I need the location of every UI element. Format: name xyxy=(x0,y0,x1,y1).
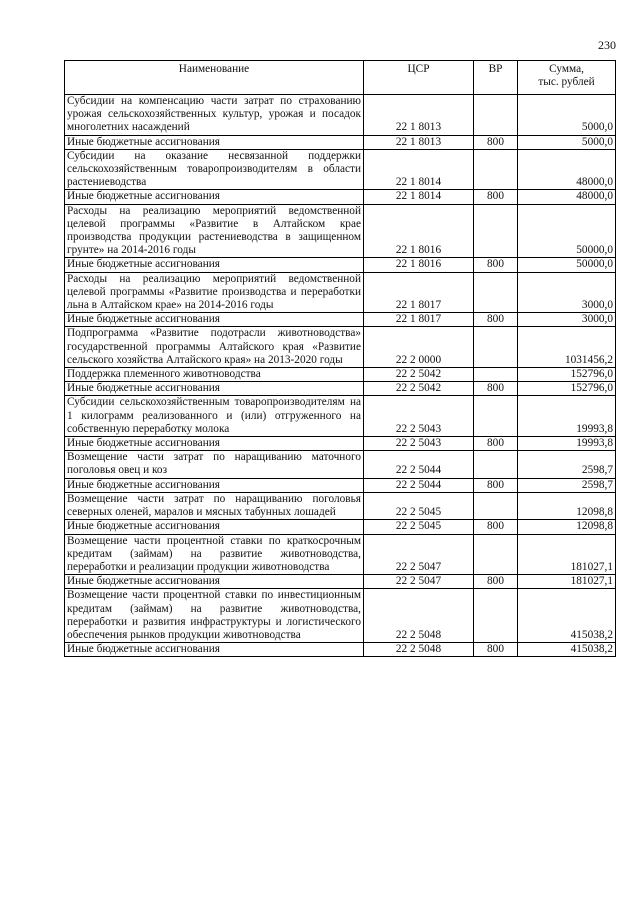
row-name: Возмещение части затрат по наращиванию поголовья северных оленей, маралов и мясных табунных лошадей xyxy=(65,492,364,519)
row-csr: 22 2 5044 xyxy=(364,451,474,478)
table-row xyxy=(65,520,616,534)
table-body xyxy=(65,95,616,657)
row-vr xyxy=(474,368,518,382)
table-row xyxy=(65,95,616,136)
row-name: Возмещение части процентной ставки по инвестиционным кредитам (займам) на развитие животноводства, переработки и развития инфраструктуры и логистического обеспечения рынков продукции животноводства xyxy=(65,589,364,643)
row-name: Подпрограмма «Развитие подотрасли животноводства» государственной программы Алтайского края «Развитие сельского хозяйства Алтайского края» на 2013-2020 годы xyxy=(65,327,364,368)
header-sum xyxy=(518,61,616,95)
row-sum: 50000,0 xyxy=(518,258,616,272)
row-csr: 22 2 5042 xyxy=(364,382,474,396)
row-vr: 800 xyxy=(474,258,518,272)
row-vr: 800 xyxy=(474,437,518,451)
table-row xyxy=(65,313,616,327)
header-name: Наименование xyxy=(65,61,364,95)
row-vr xyxy=(474,327,518,368)
table-row xyxy=(65,327,616,368)
row-csr: 22 2 5043 xyxy=(364,437,474,451)
table-row xyxy=(65,534,616,575)
row-sum: 415038,2 xyxy=(518,589,616,643)
table-row xyxy=(65,135,616,149)
row-name: Возмещение части затрат по наращиванию маточного поголовья овец и коз xyxy=(65,451,364,478)
row-sum: 48000,0 xyxy=(518,149,616,190)
row-sum: 12098,8 xyxy=(518,492,616,519)
row-csr: 22 2 5048 xyxy=(364,643,474,657)
table-header-row xyxy=(65,61,616,95)
row-vr xyxy=(474,95,518,136)
row-vr xyxy=(474,589,518,643)
table-row xyxy=(65,492,616,519)
table-row xyxy=(65,643,616,657)
row-vr xyxy=(474,534,518,575)
row-sum: 415038,2 xyxy=(518,643,616,657)
table-row xyxy=(65,149,616,190)
table-row xyxy=(65,272,616,313)
header-vr: ВР xyxy=(474,61,518,95)
row-vr xyxy=(474,204,518,258)
row-name: Иные бюджетные ассигнования xyxy=(65,437,364,451)
row-csr: 22 1 8014 xyxy=(364,149,474,190)
row-vr xyxy=(474,492,518,519)
table-row xyxy=(65,368,616,382)
row-vr: 800 xyxy=(474,382,518,396)
table-row xyxy=(65,451,616,478)
row-sum: 19993,8 xyxy=(518,437,616,451)
row-name: Возмещение части процентной ставки по краткосрочным кредитам (займам) на развитие животноводства, переработки и реализации продукции животноводства xyxy=(65,534,364,575)
row-vr xyxy=(474,149,518,190)
row-csr: 22 2 5047 xyxy=(364,575,474,589)
row-csr: 22 2 0000 xyxy=(364,327,474,368)
table-row xyxy=(65,382,616,396)
row-name: Субсидии на компенсацию части затрат по страхованию урожая сельскохозяйственных культур, урожая и посадок многолетних насаждений xyxy=(65,95,364,136)
row-sum: 152796,0 xyxy=(518,382,616,396)
row-sum: 2598,7 xyxy=(518,478,616,492)
row-vr: 800 xyxy=(474,575,518,589)
row-sum: 1031456,2 xyxy=(518,327,616,368)
row-csr: 22 2 5048 xyxy=(364,589,474,643)
row-name: Расходы на реализацию мероприятий ведомственной целевой программы «Развитие в Алтайском крае производства продукции растениеводства в защищенном грунте» на 2014-2016 годы xyxy=(65,204,364,258)
table-row xyxy=(65,396,616,437)
table-row xyxy=(65,575,616,589)
row-name: Субсидии сельскохозяйственным товаропроизводителям на 1 килограмм реализованного и (или) отгруженного на собственную переработку молока xyxy=(65,396,364,437)
row-sum: 2598,7 xyxy=(518,451,616,478)
table-row xyxy=(65,190,616,204)
row-name: Иные бюджетные ассигнования xyxy=(65,135,364,149)
row-csr: 22 2 5044 xyxy=(364,478,474,492)
page-number: 230 xyxy=(598,38,616,52)
row-sum: 48000,0 xyxy=(518,190,616,204)
row-csr: 22 2 5045 xyxy=(364,520,474,534)
row-csr: 22 1 8013 xyxy=(364,95,474,136)
row-vr xyxy=(474,451,518,478)
table-row xyxy=(65,589,616,643)
row-csr: 22 2 5043 xyxy=(364,396,474,437)
row-name: Иные бюджетные ассигнования xyxy=(65,258,364,272)
row-name: Иные бюджетные ассигнования xyxy=(65,190,364,204)
row-csr: 22 1 8016 xyxy=(364,258,474,272)
row-vr: 800 xyxy=(474,190,518,204)
row-csr: 22 1 8016 xyxy=(364,204,474,258)
row-name: Иные бюджетные ассигнования xyxy=(65,478,364,492)
table-row xyxy=(65,258,616,272)
row-name: Иные бюджетные ассигнования xyxy=(65,520,364,534)
row-name: Субсидии на оказание несвязанной поддержки сельскохозяйственным товаропроизводителям в области растениеводства xyxy=(65,149,364,190)
row-vr: 800 xyxy=(474,520,518,534)
row-name: Иные бюджетные ассигнования xyxy=(65,382,364,396)
row-vr xyxy=(474,272,518,313)
row-vr: 800 xyxy=(474,478,518,492)
row-vr: 800 xyxy=(474,643,518,657)
row-csr: 22 1 8017 xyxy=(364,272,474,313)
table-row xyxy=(65,437,616,451)
row-csr: 22 2 5047 xyxy=(364,534,474,575)
header-csr: ЦСР xyxy=(364,61,474,95)
row-sum: 19993,8 xyxy=(518,396,616,437)
row-sum: 3000,0 xyxy=(518,272,616,313)
table-row xyxy=(65,478,616,492)
header-sum-line1: Сумма, xyxy=(549,63,584,75)
row-name: Поддержка племенного животноводства xyxy=(65,368,364,382)
row-csr: 22 1 8014 xyxy=(364,190,474,204)
row-name: Иные бюджетные ассигнования xyxy=(65,643,364,657)
header-sum-line2: тыс. рублей xyxy=(538,76,595,89)
row-sum: 3000,0 xyxy=(518,313,616,327)
row-sum: 152796,0 xyxy=(518,368,616,382)
row-sum: 5000,0 xyxy=(518,95,616,136)
row-sum: 181027,1 xyxy=(518,575,616,589)
row-vr: 800 xyxy=(474,313,518,327)
row-vr xyxy=(474,396,518,437)
row-name: Иные бюджетные ассигнования xyxy=(65,313,364,327)
row-csr: 22 2 5042 xyxy=(364,368,474,382)
row-csr: 22 2 5045 xyxy=(364,492,474,519)
row-csr: 22 1 8013 xyxy=(364,135,474,149)
row-name: Расходы на реализацию мероприятий ведомственной целевой программы «Развитие производства и переработки льна в Алтайском крае» на 2014-2016 годы xyxy=(65,272,364,313)
row-sum: 50000,0 xyxy=(518,204,616,258)
row-csr: 22 1 8017 xyxy=(364,313,474,327)
table-row xyxy=(65,204,616,258)
row-sum: 181027,1 xyxy=(518,534,616,575)
row-sum: 12098,8 xyxy=(518,520,616,534)
row-name: Иные бюджетные ассигнования xyxy=(65,575,364,589)
row-sum: 5000,0 xyxy=(518,135,616,149)
row-vr: 800 xyxy=(474,135,518,149)
budget-table xyxy=(64,60,616,657)
